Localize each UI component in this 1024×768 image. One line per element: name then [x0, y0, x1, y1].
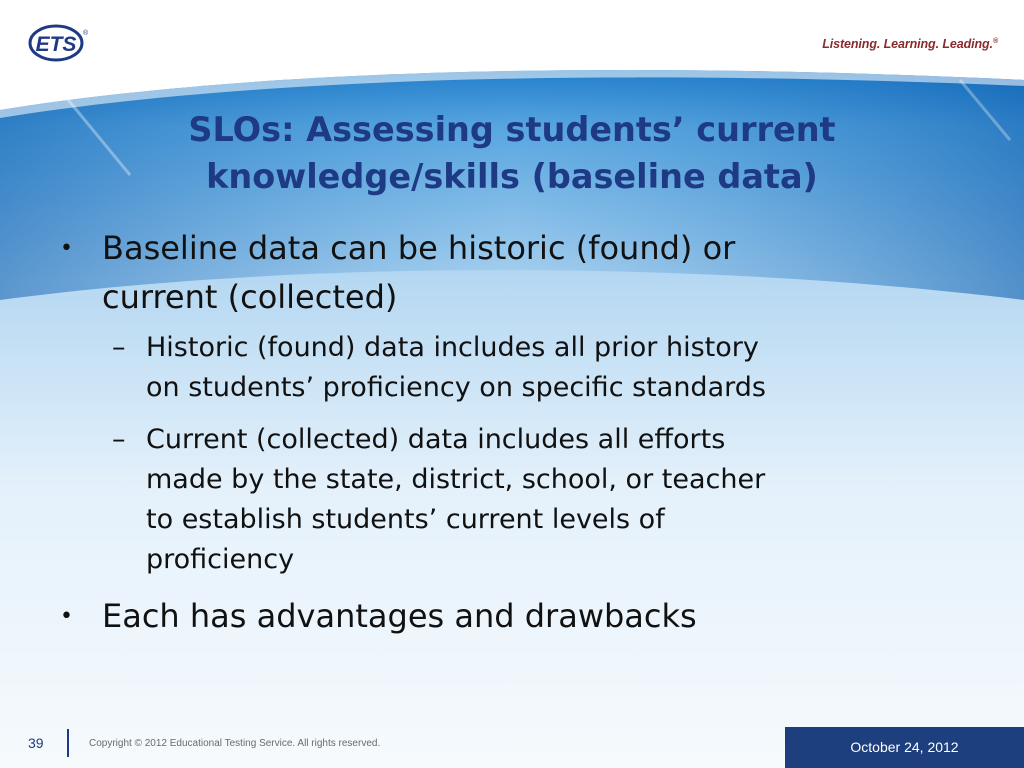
bullet-text-line: Each has advantages and drawbacks [102, 597, 697, 635]
title-line-1: SLOs: Assessing students’ current [188, 110, 836, 149]
sub-bullet-line: to establish students’ current levels of [146, 504, 665, 535]
dash-glyph: – [112, 332, 126, 363]
footer-divider [67, 729, 69, 757]
bullet-text-line: Baseline data can be historic (found) or [102, 229, 736, 267]
sub-bullet-line: Current (collected) data includes all efforts [146, 424, 726, 455]
sub-bullet-line: proficiency [146, 544, 295, 575]
bullet-item [60, 224, 960, 322]
sub-bullet-item [102, 328, 960, 408]
page-number: 39 [28, 735, 44, 751]
date-badge [785, 727, 1024, 768]
bullet-glyph: • [60, 604, 73, 629]
sub-bullet-item [102, 420, 960, 580]
bullet-item [60, 592, 960, 641]
copyright-notice: Copyright © 2012 Educational Testing Service. All rights reserved. [89, 738, 381, 749]
bullet-text-line: current (collected) [102, 278, 398, 316]
date-text: October 24, 2012 [850, 739, 959, 755]
ets-logo-icon [28, 24, 88, 62]
sub-bullet-line: on students’ proficiency on specific standards [146, 372, 766, 403]
tagline-text: Listening. Learning. Leading. [822, 37, 993, 51]
svg-text:ETS: ETS [35, 33, 77, 56]
svg-text:®: ® [83, 30, 88, 37]
title-line-2: knowledge/skills (baseline data) [206, 157, 818, 196]
sub-bullet-line: Historic (found) data includes all prior history [146, 332, 759, 363]
tagline: Listening. Learning. Leading.® [822, 37, 998, 51]
sub-bullet-line: made by the state, district, school, or teacher [146, 464, 766, 495]
slide-title [96, 106, 928, 200]
dash-glyph: – [112, 424, 126, 455]
bullet-glyph: • [60, 236, 73, 261]
bullet-list [60, 224, 960, 647]
